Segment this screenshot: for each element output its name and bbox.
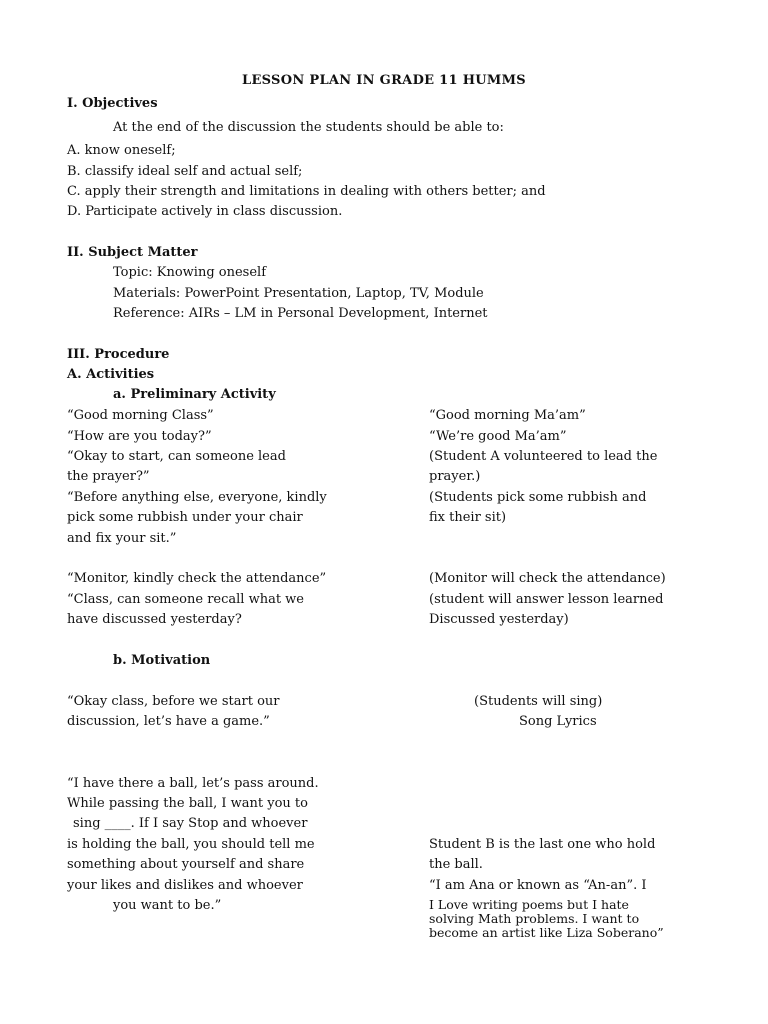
subject-matter-heading: II. Subject Matter <box>67 245 198 260</box>
student-line: (Students will sing) <box>474 694 603 709</box>
student-line: Student B is the last one who hold <box>429 837 656 852</box>
student-line: (Student A volunteered to lead the <box>429 449 658 464</box>
student-line: (Students pick some rubbish and <box>429 490 647 505</box>
student-line: “We’re good Ma’am” <box>429 429 567 444</box>
activities-heading: A. Activities <box>67 367 155 382</box>
teacher-line: sing ____. If I say Stop and whoever <box>73 816 308 831</box>
subject-reference: Reference: AIRs – LM in Personal Development, Internet <box>113 306 488 321</box>
teacher-line: “Before anything else, everyone, kindly <box>67 490 327 505</box>
student-line: become an artist like Liza Soberano” <box>429 925 664 940</box>
teacher-line: is holding the ball, you should tell me <box>67 837 315 852</box>
objectives-heading: I. Objectives <box>67 96 158 111</box>
student-line: Song Lyrics <box>519 714 597 729</box>
student-line: “I am Ana or known as “An-an”. I <box>429 878 647 893</box>
student-line: I Love writing poems but I hate <box>429 897 629 912</box>
student-line: (Monitor will check the attendance) <box>429 571 666 586</box>
student-line: solving Math problems. I want to <box>429 911 640 926</box>
subject-materials: Materials: PowerPoint Presentation, Laptop, TV, Module <box>113 286 484 301</box>
student-line: (student will answer lesson learned <box>429 592 664 607</box>
student-line: the ball. <box>429 857 483 872</box>
student-line: Discussed yesterday) <box>429 612 569 627</box>
objectives-intro: At the end of the discussion the students should be able to: <box>113 120 504 135</box>
teacher-line: discussion, let’s have a game.” <box>67 714 270 729</box>
teacher-line: something about yourself and share <box>67 857 305 872</box>
teacher-line: While passing the ball, I want you to <box>67 796 308 811</box>
teacher-line: have discussed yesterday? <box>67 612 242 627</box>
teacher-line: “Okay class, before we start our <box>67 694 280 709</box>
subject-topic: Topic: Knowing oneself <box>113 265 267 280</box>
objective-item: C. apply their strength and limitations in dealing with others better; and <box>67 184 546 199</box>
teacher-line: “Monitor, kindly check the attendance” <box>67 571 327 586</box>
procedure-heading: III. Procedure <box>67 347 170 362</box>
student-line: fix their sit) <box>429 510 507 525</box>
teacher-line: pick some rubbish under your chair <box>67 510 303 525</box>
teacher-line: your likes and dislikes and whoever <box>67 878 303 893</box>
objective-item: A. know oneself; <box>67 143 176 158</box>
preliminary-activity-heading: a. Preliminary Activity <box>113 387 276 402</box>
objective-item: B. classify ideal self and actual self; <box>67 164 303 179</box>
teacher-line: “How are you today?” <box>67 429 212 444</box>
motivation-heading: b. Motivation <box>113 653 211 668</box>
teacher-line: the prayer?” <box>67 469 150 484</box>
objective-item: D. Participate actively in class discussion. <box>67 204 343 219</box>
teacher-line: “I have there a ball, let’s pass around. <box>67 776 319 791</box>
student-line: prayer.) <box>429 469 481 484</box>
teacher-line: you want to be.” <box>113 898 222 913</box>
student-line: “Good morning Ma’am” <box>429 408 586 423</box>
teacher-line: “Good morning Class” <box>67 408 214 423</box>
teacher-line: and fix your sit.” <box>67 531 177 546</box>
teacher-line: “Class, can someone recall what we <box>67 592 305 607</box>
teacher-line: “Okay to start, can someone lead <box>67 449 286 464</box>
document-title: LESSON PLAN IN GRADE 11 HUMMS <box>242 73 526 88</box>
